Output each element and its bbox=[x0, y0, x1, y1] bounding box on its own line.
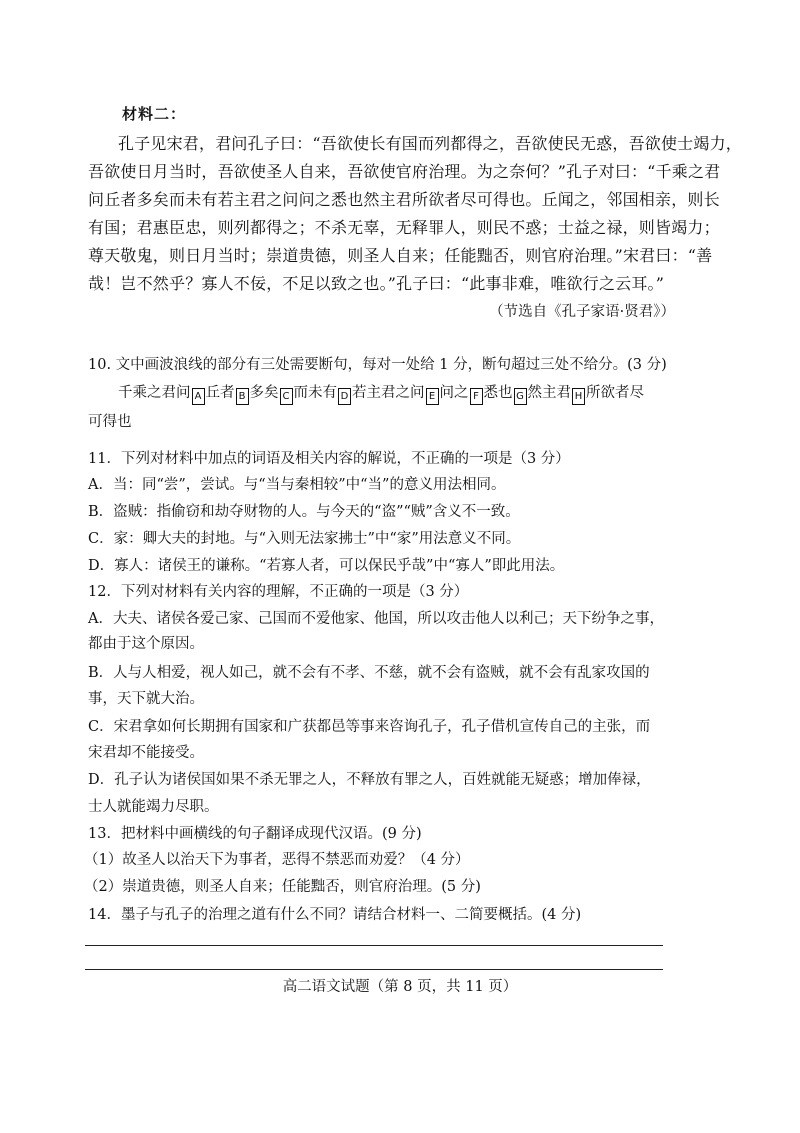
passage-line-4: 有国；君惠臣忠，则列都得之；不杀无辜，无释罪人，则民不惑；士益之禄，则皆竭力； bbox=[88, 218, 720, 237]
question-10-stem: 10. 文中画波浪线的部分有三处需要断句，每对一处给 1 分，断句超过三处不给分。(3 分) bbox=[88, 357, 667, 373]
page-footer: 高二语文试题（第 8 页，共 11 页） bbox=[282, 979, 518, 995]
passage-line-1: 孔子见宋君，君问孔子曰：“吾欲使长有国而列都得之，吾欲使民无惑，吾欲使士竭力， bbox=[118, 134, 742, 153]
passage-source: （节选自《孔子家语·贤君》） bbox=[489, 304, 675, 320]
segment-text: 所欲者尽 bbox=[586, 385, 644, 401]
question-12-line: D．孔子认为诸侯国如果不杀无罪之人，不释放有罪之人，百姓就能无疑惑；增加俸禄， bbox=[88, 772, 651, 788]
passage-line-2: 吾欲使日月当时，吾欲使圣人自来，吾欲使官府治理。为之奈何？”孔子对曰：“千乘之君 bbox=[88, 162, 721, 181]
passage-line-6: 哉！岂不然乎？寡人不佞，不足以致之也。”孔子曰：“此事非难，唯欲行之云耳。” bbox=[88, 274, 665, 293]
break-box-e[interactable]: E bbox=[426, 388, 439, 405]
question-11-stem: 11．下列对材料中加点的词语及相关内容的解说，不正确的一项是（3 分） bbox=[88, 451, 570, 467]
question-12-stem: 12．下列对材料有关内容的理解，不正确的一项是（3 分） bbox=[88, 584, 469, 600]
question-12-line: A．大夫、诸侯各爱己家、己国而不爱他家、他国，所以攻击他人以利己；天下纷争之事， bbox=[88, 611, 664, 627]
question-10-tail: 可得也 bbox=[88, 414, 132, 430]
question-14-stem: 14．墨子与孔子的治理之道有什么不同？请结合材料一、二简要概括。(4 分) bbox=[88, 907, 582, 923]
segment-text: 千乘之君问 bbox=[118, 385, 191, 401]
segment-text: 问之 bbox=[439, 385, 469, 401]
question-13-item-2: （2）崇道贵德，则圣人自来；任能黜否，则官府治理。(5 分) bbox=[84, 879, 481, 895]
material-two-title: 材料二： bbox=[122, 105, 187, 123]
question-13-item-1: （1）故圣人以治天下为事者，恶得不禁恶而劝爱？（4 分） bbox=[84, 852, 470, 868]
break-box-a[interactable]: A bbox=[192, 388, 205, 405]
answer-line bbox=[85, 945, 663, 946]
segment-text: 然主君 bbox=[527, 385, 571, 401]
break-box-g[interactable]: G bbox=[514, 388, 527, 405]
break-box-f[interactable]: F bbox=[470, 388, 483, 405]
question-11-option-a: A．当：同“尝”，尝试。与“当与秦相较”中“当”的意义用法相同。 bbox=[88, 477, 506, 493]
segment-text: 悉也 bbox=[483, 385, 513, 401]
question-12-line: B．人与人相爱，视人如己，就不会有不孝、不慈，就不会有盗贼，就不会有乱家攻国的 bbox=[88, 665, 650, 681]
break-box-h[interactable]: H bbox=[572, 388, 585, 405]
break-box-d[interactable]: D bbox=[338, 388, 351, 405]
segment-text: 而未有 bbox=[293, 385, 337, 401]
question-13-stem: 13．把材料中画横线的句子翻译成现代汉语。(9 分) bbox=[88, 826, 422, 842]
segment-text: 若主君之问 bbox=[352, 385, 425, 401]
question-11-option-b: B．盗贼：指偷窃和劫夺财物的人。与今天的“盗”“贼”含义不一致。 bbox=[88, 504, 520, 520]
break-box-b[interactable]: B bbox=[236, 388, 249, 405]
answer-line bbox=[85, 969, 663, 970]
passage-line-3: 问丘者多矣而未有若主君之问问之悉也然主君所欲者尽可得也。丘闻之，邻国相亲，则长 bbox=[88, 190, 720, 209]
question-12-line: 宋君却不能接受。 bbox=[88, 745, 204, 761]
segment-text: 丘者 bbox=[205, 385, 235, 401]
question-12-line: C．宋君拿如何长期拥有国家和广获都邑等事来咨询孔子，孔子借机宣传自己的主张，而 bbox=[88, 719, 651, 735]
segment-text: 多矣 bbox=[249, 385, 279, 401]
question-11-option-d: D．寡人：诸侯王的谦称。“若寡人者，可以保民乎哉”中“寡人”即此用法。 bbox=[88, 558, 565, 574]
question-11-option-c: C．家：卿大夫的封地。与“入则无法家拂士”中“家”用法意义不同。 bbox=[88, 531, 521, 547]
question-12-line: 事，天下就大治。 bbox=[88, 691, 204, 707]
question-12-line: 士人就能竭力尽职。 bbox=[88, 799, 219, 815]
break-box-c[interactable]: C bbox=[280, 388, 293, 405]
passage-line-5: 尊天敬鬼，则日月当时；崇道贵德，则圣人自来；任能黜否，则官府治理。”宋君曰：“善 bbox=[88, 246, 713, 265]
question-12-line: 都由于这个原因。 bbox=[88, 636, 204, 652]
question-10-segment-line bbox=[118, 381, 644, 405]
